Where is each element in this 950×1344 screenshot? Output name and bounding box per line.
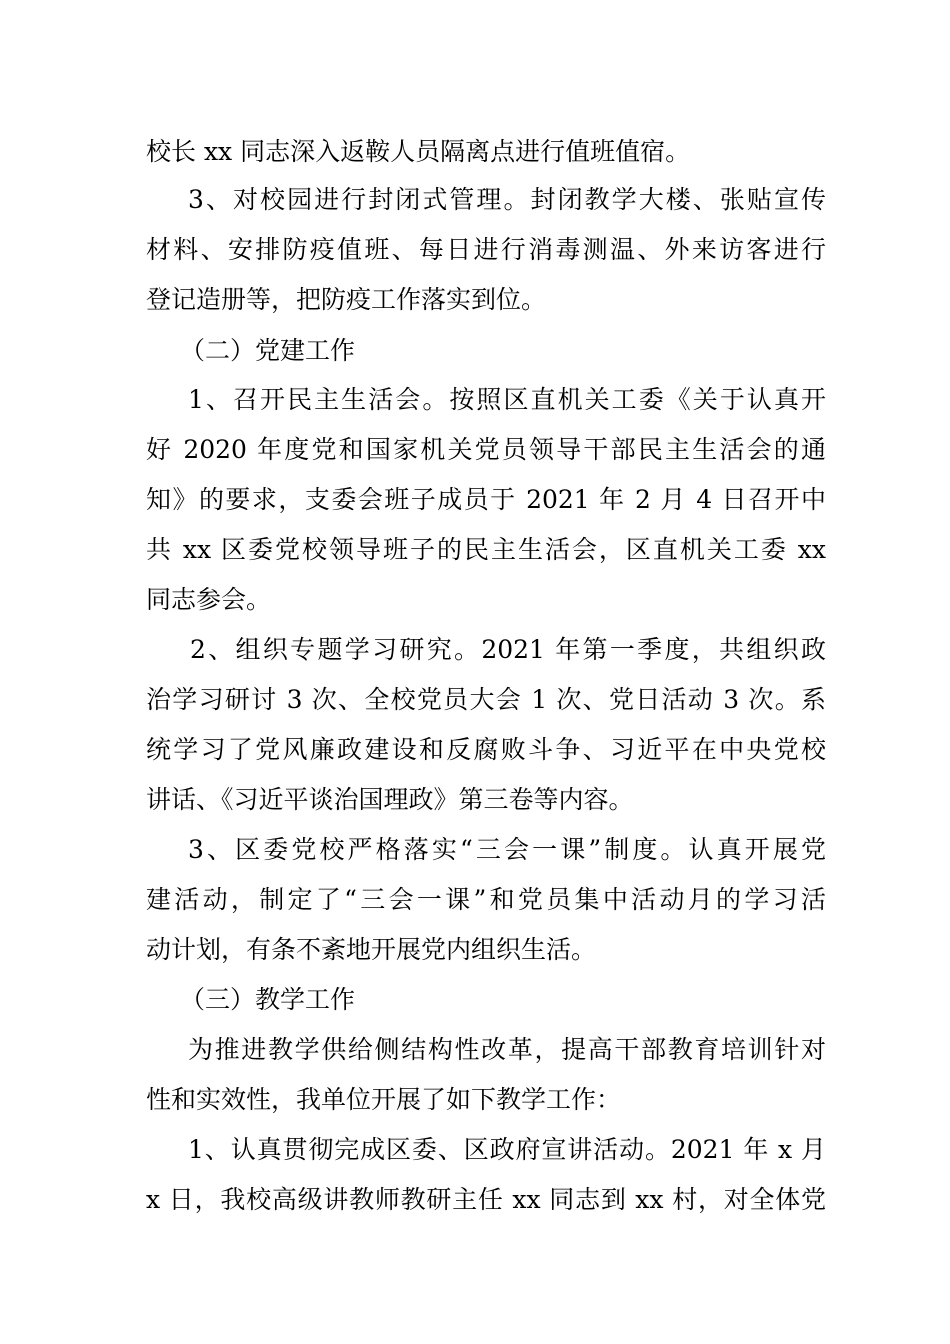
text-line: 校长 xx 同志深入返鞍人员隔离点进行值班值宿。: [146, 137, 691, 166]
text-line: 治学习研讨 3 次、全校党员大会 1 次、党日活动 3 次。系: [146, 685, 826, 714]
text-line: 性和实效性，我单位开展了如下教学工作：: [146, 1085, 622, 1114]
text-line: 好 2020 年度党和国家机关党员领导干部民主生活会的通: [146, 435, 826, 464]
section-heading: （三）教学工作: [180, 985, 356, 1014]
text-line: 1、召开民主生活会。按照区直机关工委《关于认真开: [188, 385, 826, 414]
text-line: 共 xx 区委党校领导班子的民主生活会，区直机关工委 xx: [146, 535, 826, 564]
text-line: 建活动，制定了“三会一课”和党员集中活动月的学习活: [146, 885, 826, 914]
text-line: 2、组织专题学习研究。2021 年第一季度，共组织政: [190, 635, 826, 664]
text-line: 知》的要求，支委会班子成员于 2021 年 2 月 4 日召开中: [146, 485, 826, 514]
text-line: 3、对校园进行封闭式管理。封闭教学大楼、张贴宣传: [188, 185, 826, 214]
text-line: 动计划，有条不紊地开展党内组织生活。: [146, 935, 597, 964]
text-line: x 日，我校高级讲教师教研主任 xx 同志到 xx 村，对全体党: [146, 1185, 826, 1214]
text-line: 同志参会。: [146, 585, 272, 614]
text-line: 统学习了党风廉政建设和反腐败斗争、习近平在中央党校: [146, 735, 826, 764]
text-line: 3、区委党校严格落实“三会一课”制度。认真开展党: [188, 835, 826, 864]
text-line: 讲话、《习近平谈治国理政》第三卷等内容。: [146, 785, 634, 814]
text-line: 为推进教学供给侧结构性改革，提高干部教育培训针对: [188, 1035, 826, 1064]
text-line: 材料、安排防疫值班、每日进行消毒测温、外来访客进行: [146, 235, 826, 264]
section-heading: （二）党建工作: [180, 336, 356, 365]
text-line: 1、认真贯彻完成区委、区政府宣讲活动。2021 年 x 月: [188, 1135, 826, 1164]
text-line: 登记造册等，把防疫工作落实到位。: [146, 285, 547, 314]
